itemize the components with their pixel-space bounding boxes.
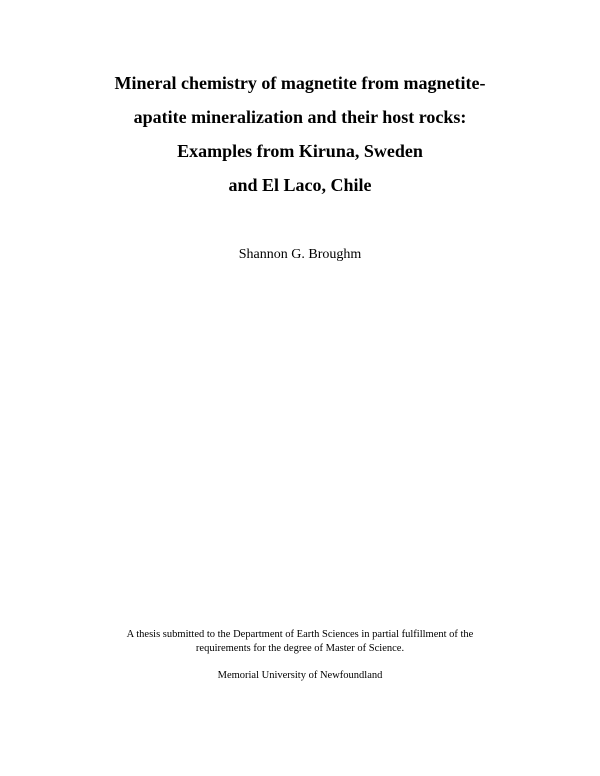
title-line-1: Mineral chemistry of magnetite from magnetite- xyxy=(114,73,486,93)
author-name: Shannon G. Broughm xyxy=(238,247,362,262)
title-line-3: Examples from Kiruna, Sweden xyxy=(177,141,423,161)
thesis-statement-line-2: requirements for the degree of Master of Science. xyxy=(195,643,405,654)
institution-name: Memorial University of Newfoundland xyxy=(217,670,383,681)
title-line-2: apatite mineralization and their host rocks: xyxy=(133,107,467,127)
title-line-4: and El Laco, Chile xyxy=(228,175,372,195)
thesis-statement-line-1: A thesis submitted to the Department of Earth Sciences in partial fulfillment of the xyxy=(126,629,474,640)
